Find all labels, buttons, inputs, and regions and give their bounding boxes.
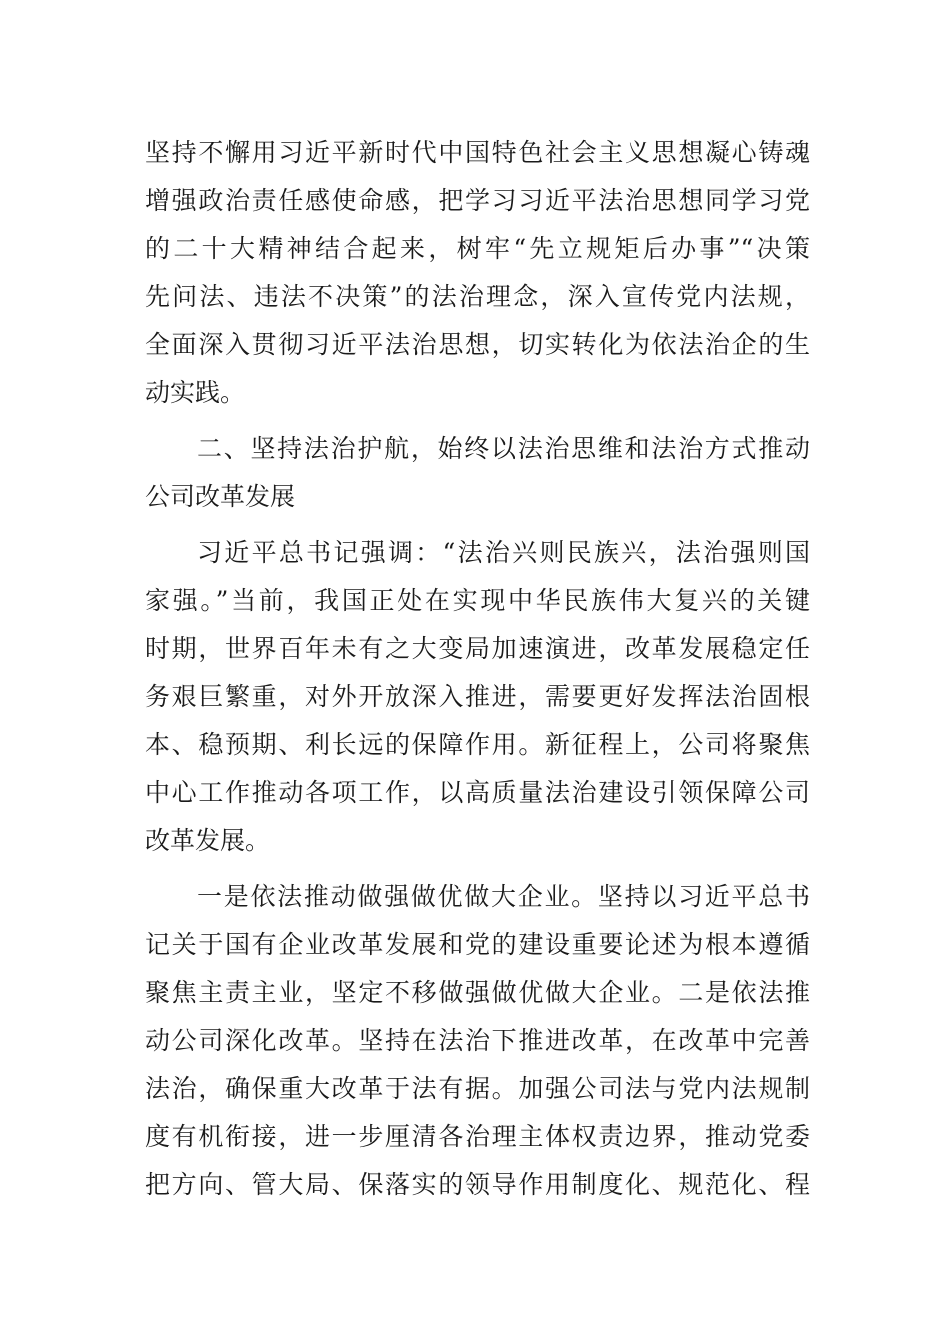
text-line: 先问法、违法不决策”的法治理念，深入宣传党内法规， bbox=[145, 282, 810, 311]
text-line: 时期，世界百年未有之大变局加速演进，改革发展稳定任 bbox=[145, 634, 810, 663]
text-line: 家强。”当前，我国正处在实现中华民族伟大复兴的关键 bbox=[145, 586, 810, 615]
section-heading-line: 二、坚持法治护航，始终以法治思维和法治方式推动 bbox=[197, 434, 810, 463]
text-line: 务艰巨繁重，对外开放深入推进，需要更好发挥法治固根 bbox=[145, 682, 810, 711]
text-line: 增强政治责任感使命感，把学习习近平法治思想同学习党 bbox=[145, 186, 810, 215]
text-line: 记关于国有企业改革发展和党的建设重要论述为根本遵循 bbox=[145, 930, 810, 959]
text-line: 的二十大精神结合起来，树牢“先立规矩后办事”“决策 bbox=[145, 234, 810, 263]
text-line: 坚持不懈用习近平新时代中国特色社会主义思想凝心铸魂 bbox=[145, 138, 810, 167]
text-line: 改革发展。 bbox=[145, 826, 271, 855]
text-line: 本、稳预期、利长远的保障作用。新征程上，公司将聚焦 bbox=[145, 730, 810, 759]
text-line: 度有机衔接，进一步厘清各治理主体权责边界，推动党委 bbox=[145, 1122, 810, 1151]
text-line: 法治，确保重大改革于法有据。加强公司法与党内法规制 bbox=[145, 1074, 810, 1103]
text-line: 动实践。 bbox=[145, 378, 246, 407]
text-line: 把方向、管大局、保落实的领导作用制度化、规范化、程 bbox=[145, 1170, 810, 1199]
text-line: 全面深入贯彻习近平法治思想，切实转化为依法治企的生 bbox=[145, 330, 810, 359]
section-heading-line: 公司改革发展 bbox=[145, 482, 296, 511]
text-line: 动公司深化改革。坚持在法治下推进改革，在改革中完善 bbox=[145, 1026, 810, 1055]
text-line: 聚焦主责主业，坚定不移做强做优做大企业。二是依法推 bbox=[145, 978, 810, 1007]
text-line: 中心工作推动各项工作，以高质量法治建设引领保障公司 bbox=[145, 778, 810, 807]
text-line: 一是依法推动做强做优做大企业。坚持以习近平总书 bbox=[197, 882, 810, 911]
text-line: 习近平总书记强调：“法治兴则民族兴，法治强则国 bbox=[197, 538, 810, 567]
